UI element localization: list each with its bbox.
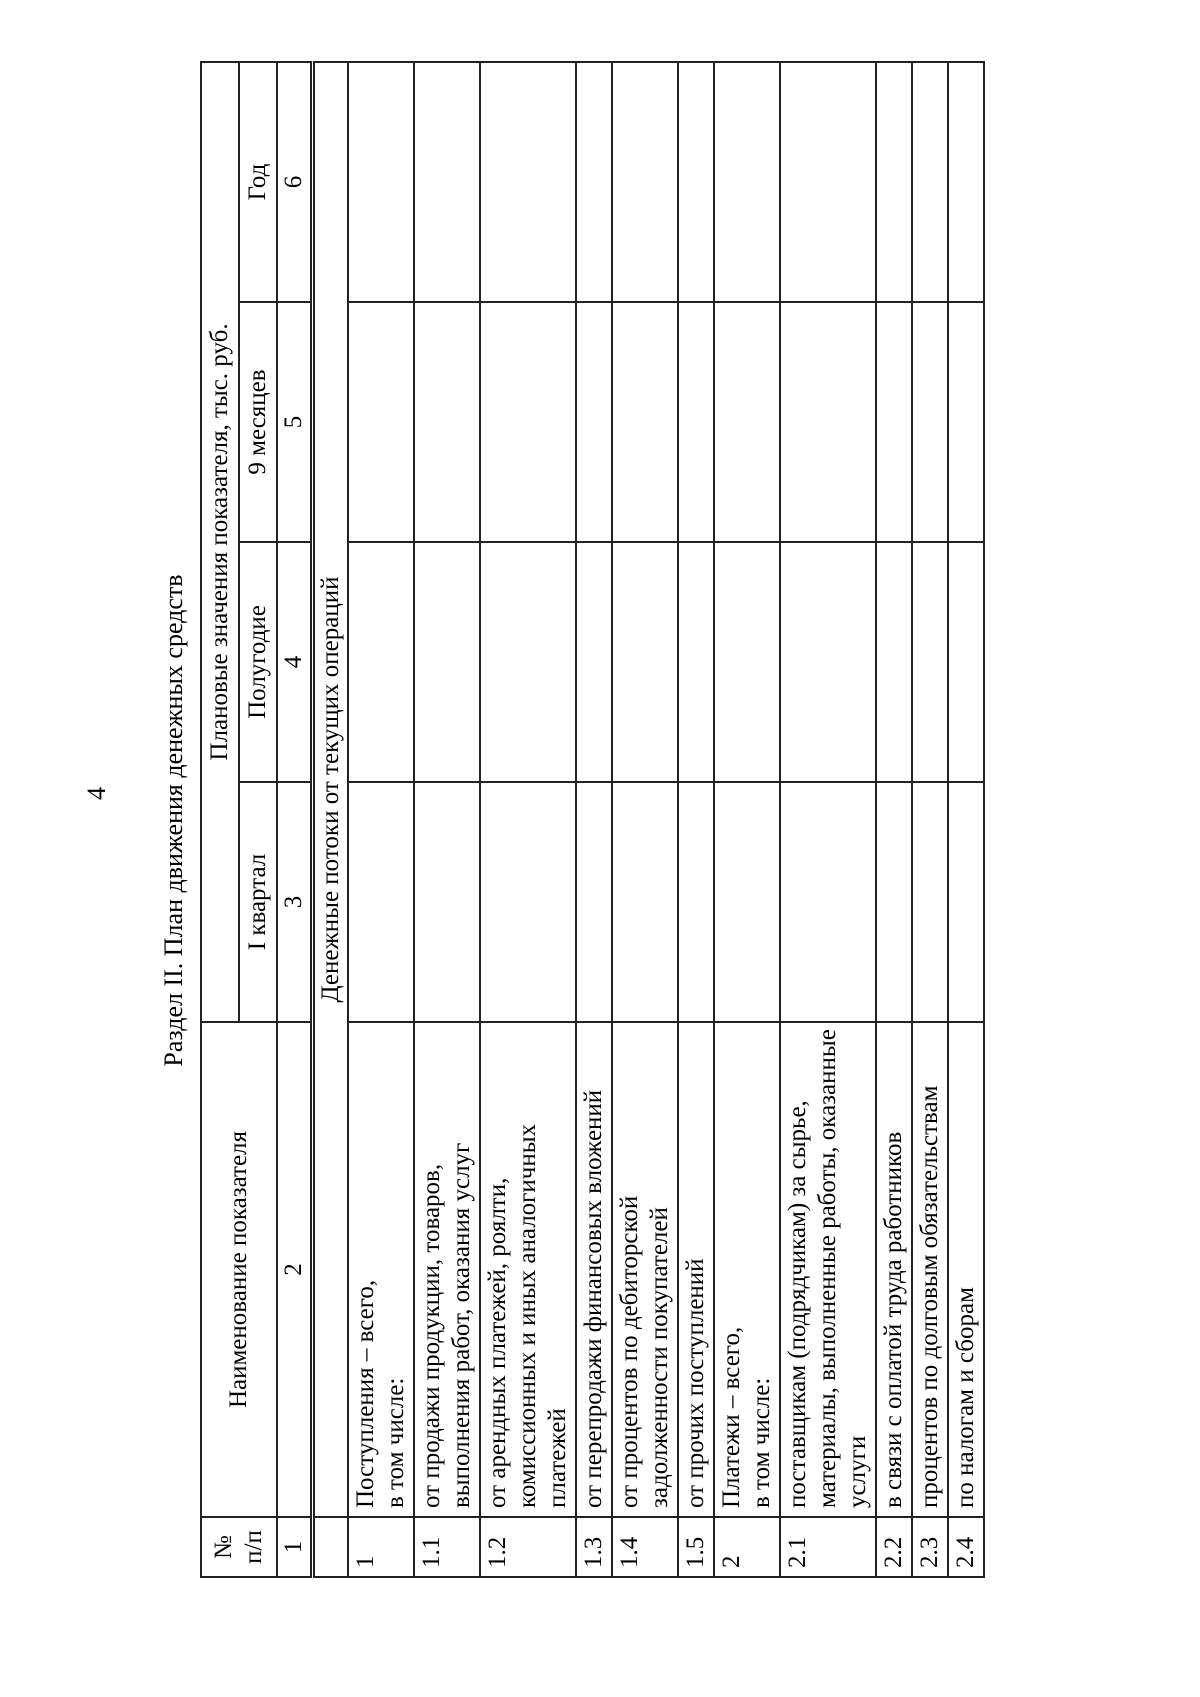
indicator-name: Поступления – всего, в том числе:	[348, 1022, 414, 1517]
table-row	[912, 62, 948, 1577]
value-cell	[876, 782, 912, 1022]
header-period-year: Год	[239, 62, 277, 302]
table-row	[948, 62, 984, 1577]
row-number: 1.2	[480, 1517, 576, 1577]
row-number: 1.4	[612, 1517, 678, 1577]
column-number-row	[277, 62, 313, 1577]
value-cell	[348, 62, 414, 302]
value-cell	[612, 542, 678, 782]
value-cell	[678, 782, 714, 1022]
value-cell	[714, 62, 780, 302]
row-number: 2.2	[876, 1517, 912, 1577]
indicator-name: от прочих поступлений	[678, 1022, 714, 1517]
value-cell	[876, 302, 912, 542]
row-number: 2.1	[780, 1517, 876, 1577]
value-cell	[948, 542, 984, 782]
value-cell	[912, 542, 948, 782]
table-row	[612, 62, 678, 1577]
table-row	[576, 62, 612, 1577]
table-row	[678, 62, 714, 1577]
indicator-name: поставщикам (подрядчикам) за сырье, материалы, выполненные работы, оказанные услуги	[780, 1022, 876, 1517]
value-cell	[414, 62, 480, 302]
row-number: 2.4	[948, 1517, 984, 1577]
value-cell	[876, 62, 912, 302]
value-cell	[414, 782, 480, 1022]
header-period-half: Полугодие	[239, 542, 277, 782]
header-col-name: Наименование показателя	[201, 1022, 277, 1517]
value-cell	[480, 782, 576, 1022]
value-cell	[480, 302, 576, 542]
column-number: 6	[277, 62, 313, 302]
value-cell	[678, 542, 714, 782]
value-cell	[348, 782, 414, 1022]
value-cell	[348, 302, 414, 542]
value-cell	[912, 302, 948, 542]
column-number: 4	[277, 542, 313, 782]
section-label: Денежные потоки от текущих операций	[313, 62, 349, 1517]
column-number: 2	[277, 1022, 313, 1517]
value-cell	[612, 62, 678, 302]
value-cell	[780, 302, 876, 542]
value-cell	[576, 782, 612, 1022]
indicator-name: в связи с оплатой труда работников	[876, 1022, 912, 1517]
indicator-name: от перепродажи финансовых вложений	[576, 1022, 612, 1517]
table-row	[348, 62, 414, 1577]
value-cell	[576, 62, 612, 302]
indicator-name: от процентов по дебиторской задолженности покупателей	[612, 1022, 678, 1517]
value-cell	[678, 302, 714, 542]
table-row	[480, 62, 576, 1577]
header-period-q1: I квартал	[239, 782, 277, 1022]
indicator-name: от продажи продукции, товаров, выполнения работ, оказания услуг	[414, 1022, 480, 1517]
table-row	[876, 62, 912, 1577]
row-number: 1.3	[576, 1517, 612, 1577]
row-number: 2.3	[912, 1517, 948, 1577]
table-row	[414, 62, 480, 1577]
value-cell	[714, 302, 780, 542]
row-number: 2	[714, 1517, 780, 1577]
value-cell	[912, 62, 948, 302]
table-row	[780, 62, 876, 1577]
value-cell	[948, 302, 984, 542]
value-cell	[948, 782, 984, 1022]
row-number: 1.5	[678, 1517, 714, 1577]
header-period-9m: 9 месяцев	[239, 302, 277, 542]
value-cell	[576, 302, 612, 542]
value-cell	[780, 542, 876, 782]
value-cell	[948, 62, 984, 302]
row-number: 1.1	[414, 1517, 480, 1577]
cash-flow-table	[200, 61, 985, 1578]
page-number: 4	[82, 787, 111, 800]
column-number: 1	[277, 1517, 313, 1577]
indicator-name: от арендных платежей, роялти, комиссионных и иных аналогичных платежей	[480, 1022, 576, 1517]
value-cell	[348, 542, 414, 782]
value-cell	[612, 782, 678, 1022]
value-cell	[612, 302, 678, 542]
value-cell	[414, 302, 480, 542]
value-cell	[480, 62, 576, 302]
value-cell	[678, 62, 714, 302]
column-number: 3	[277, 782, 313, 1022]
row-number: 1	[348, 1517, 414, 1577]
value-cell	[414, 542, 480, 782]
value-cell	[912, 782, 948, 1022]
indicator-name: Платежи – всего, в том числе:	[714, 1022, 780, 1517]
indicator-name: по налогам и сборам	[948, 1022, 984, 1517]
value-cell	[576, 542, 612, 782]
value-cell	[876, 542, 912, 782]
section-spacer-cell	[313, 1517, 349, 1577]
value-cell	[780, 782, 876, 1022]
indicator-name: процентов по долговым обязательствам	[912, 1022, 948, 1517]
table-row	[714, 62, 780, 1577]
section-row	[313, 62, 349, 1577]
header-group: Плановые значения показателя, тыс. руб.	[201, 62, 239, 1022]
value-cell	[714, 782, 780, 1022]
value-cell	[714, 542, 780, 782]
column-number: 5	[277, 302, 313, 542]
value-cell	[780, 62, 876, 302]
header-col-no: № п/п	[201, 1517, 277, 1577]
page-title: Раздел II. План движения денежных средств	[159, 574, 188, 1067]
value-cell	[480, 542, 576, 782]
rotated-content	[152, 63, 1080, 1578]
